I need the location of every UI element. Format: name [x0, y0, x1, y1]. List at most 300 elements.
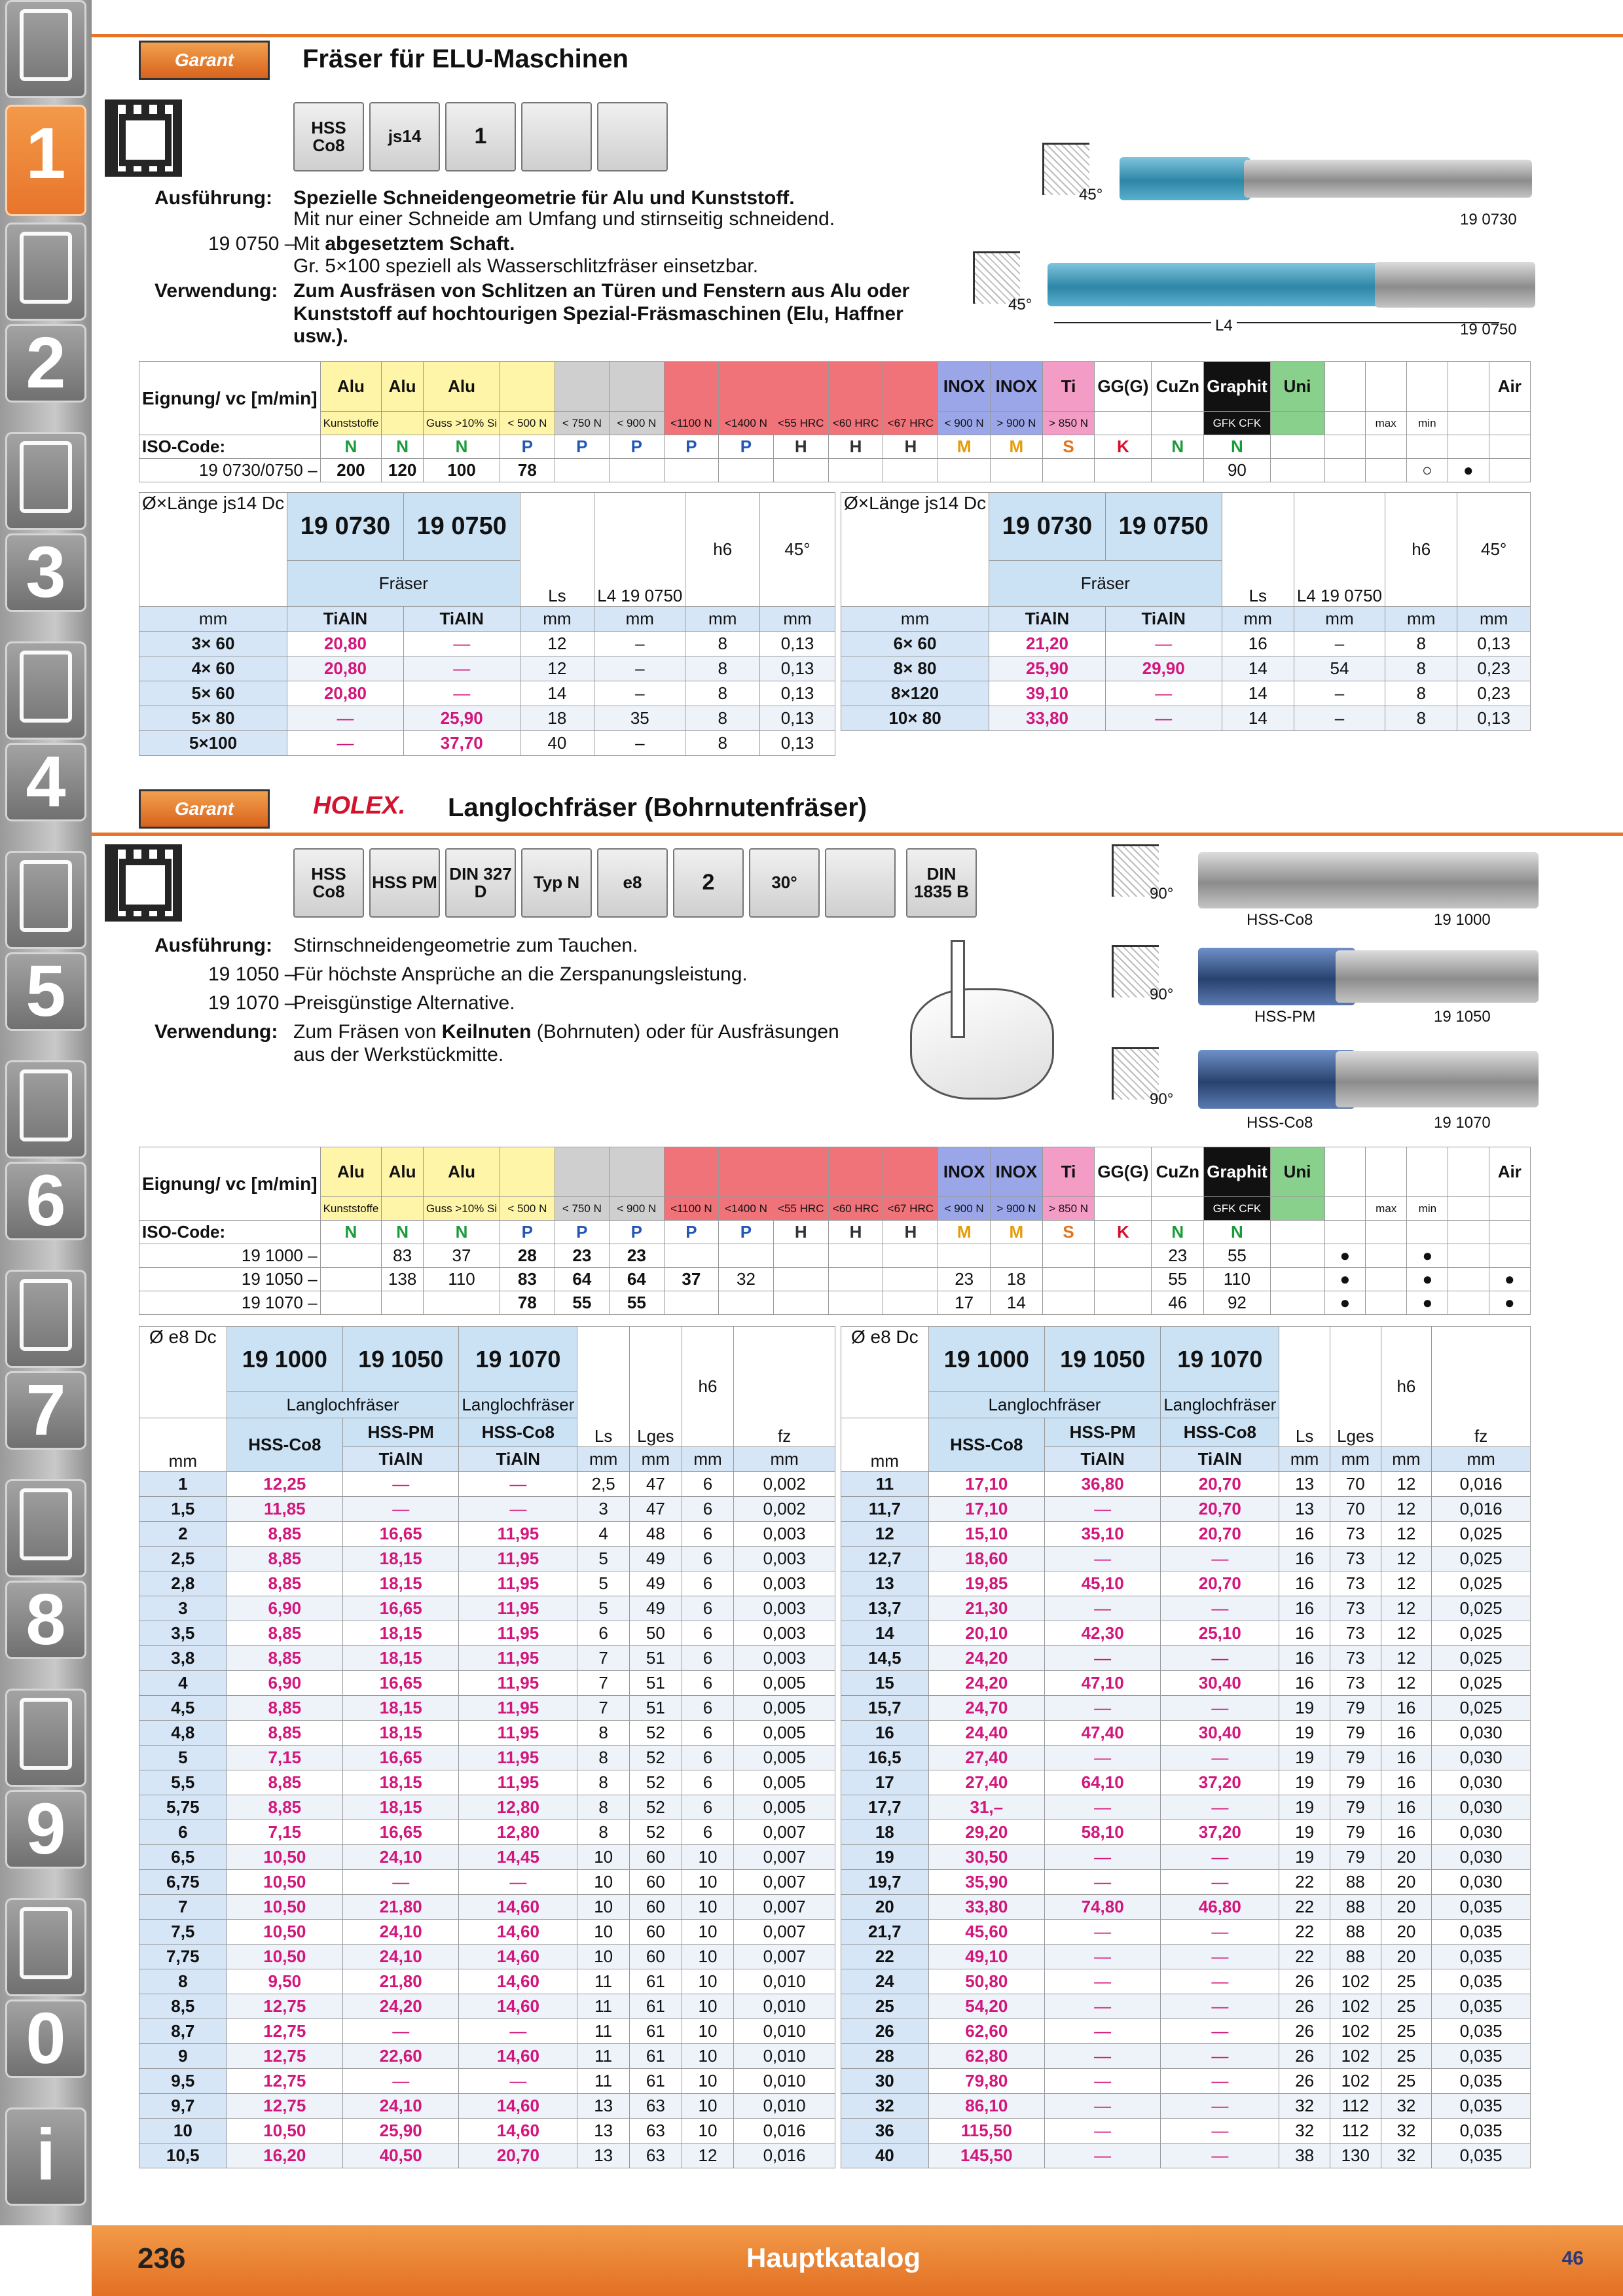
dim-cell: 8 [1385, 632, 1457, 656]
dim-cell: 10 [682, 2094, 734, 2119]
dim-cell: 60 [629, 1845, 682, 1870]
coolant-none-icon [1448, 362, 1489, 412]
t22 [1448, 1197, 1489, 1221]
dim-cell: 12 [682, 2144, 734, 2168]
h2-inox-2: INOX [991, 1147, 1043, 1197]
dim-cell: 16 [1381, 1820, 1432, 1845]
price-cell: 11,95 [459, 1671, 577, 1696]
coolant-mark: ● [1407, 1291, 1448, 1315]
table-row [841, 1671, 1531, 1696]
price-cell: 54,20 [928, 1994, 1044, 2019]
chapter-tab-4[interactable]: 4 [5, 743, 86, 821]
diameter-cell: 7 [139, 1895, 227, 1920]
price-cell: 11,95 [459, 1770, 577, 1795]
dim-cell: 47 [629, 1497, 682, 1522]
table-row [841, 2144, 1531, 2168]
table-row [139, 1571, 835, 1596]
table-row [841, 1497, 1531, 1522]
price-cell: 19,85 [928, 1571, 1044, 1596]
dim-cell: 60 [629, 1945, 682, 1969]
chapter-tab-9[interactable]: 9 [5, 1790, 86, 1869]
dim-cell: 61 [629, 2069, 682, 2094]
dim-cell: 8 [1385, 656, 1457, 681]
diameter-cell: 19,7 [841, 1870, 929, 1895]
eignung-table-2 [139, 1147, 1531, 1315]
price-cell: — [403, 656, 520, 681]
h2-alu: Alu [382, 1147, 424, 1197]
dim-cell: 79 [1330, 1820, 1381, 1845]
diameter-cell: 6× 60 [841, 632, 989, 656]
dim-cell: 0,025 [1432, 1671, 1531, 1696]
price-cell: 16,65 [343, 1522, 459, 1547]
chapter-tab-3[interactable]: 3 [5, 533, 86, 612]
chapter-tab-7[interactable]: 7 [5, 1371, 86, 1450]
verw-text: Zum Ausfräsen von Schlitzen an Türen und Fenstern aus Alu oder Kunststoff auf hochtourigen Spezial-Fräsmaschinen (Elu, Haffner usw.). [293, 280, 910, 347]
price-cell: — [1161, 2144, 1279, 2168]
price-cell: 20,70 [1161, 1571, 1279, 1596]
vc-value [773, 459, 828, 482]
iso-code: N [1204, 1221, 1270, 1244]
table-row [139, 1920, 835, 1945]
price-cell: 14,60 [459, 1969, 577, 1994]
dim-cell: 12 [1381, 1522, 1432, 1547]
price-cell: 18,15 [343, 1621, 459, 1646]
dim-cell: 6 [682, 1795, 734, 1820]
h-inox-2: INOX [991, 362, 1043, 412]
col-190750: 19 0750 [403, 493, 520, 561]
coolant-mark [1366, 1244, 1407, 1268]
dim-cell: 26 [1279, 1994, 1330, 2019]
u2: mm [594, 607, 685, 632]
diameter-cell: 15 [841, 1671, 929, 1696]
diameter-cell: 15,7 [841, 1696, 929, 1721]
price-cell: 37,20 [1161, 1770, 1279, 1795]
dim-cell: 12 [1381, 1547, 1432, 1571]
angle-label: 45° [1079, 186, 1103, 204]
price-cell: 27,40 [928, 1770, 1044, 1795]
vc-value [555, 459, 609, 482]
vc-value [1095, 1268, 1152, 1291]
u3: mm [685, 607, 760, 632]
price-cell: — [1044, 1795, 1160, 1820]
chapter-tab-6[interactable]: 6 [5, 1162, 86, 1240]
diameter-cell: 12,7 [841, 1547, 929, 1571]
table-row [841, 1820, 1531, 1845]
table-row [841, 2019, 1531, 2044]
chapter-tab-5[interactable]: 5 [5, 952, 86, 1031]
dim-cell: 12 [520, 632, 594, 656]
price-cell: 33,80 [989, 706, 1106, 731]
table-row [841, 1547, 1531, 1571]
price-cell: 16,20 [227, 2144, 342, 2168]
vc-empty [1270, 1291, 1324, 1315]
iso-code: K [1095, 435, 1152, 459]
price-cell: 6,90 [227, 1596, 342, 1621]
material-badge: HSS Co8 [293, 102, 364, 171]
iso-code: N [423, 435, 500, 459]
price-cell: — [403, 681, 520, 706]
chapter-tab-insert[interactable] [5, 223, 86, 321]
price-cell: — [1044, 1994, 1160, 2019]
dim-cell: 19 [1279, 1721, 1330, 1746]
col2-h6: h6 [682, 1327, 734, 1447]
diameter-cell: 16 [841, 1721, 929, 1746]
tolerance-badge: js14 [369, 102, 440, 171]
price-cell: 115,50 [928, 2119, 1044, 2144]
price-cell: 14,60 [459, 1895, 577, 1920]
price-cell: — [1161, 1696, 1279, 1721]
price-cell: 24,10 [343, 1845, 459, 1870]
keyway-illustration [910, 988, 1054, 1100]
price-cell: 14,60 [459, 1945, 577, 1969]
price-cell: 64,10 [1044, 1770, 1160, 1795]
col-h6: h6 [685, 493, 760, 607]
dim-cell: 88 [1330, 1945, 1381, 1969]
chapter-tab-8[interactable]: 8 [5, 1581, 86, 1659]
table-row [139, 2019, 835, 2044]
diameter-cell: 7,75 [139, 1945, 227, 1969]
vc-value [991, 1244, 1043, 1268]
price-cell: 8,85 [227, 1571, 342, 1596]
verw-text-2: Zum Fräsen von Keilnuten (Bohrnuten) oder für Ausfräsungen aus der Werkstückmitte. [293, 1021, 839, 1066]
dim-cell: 32 [1279, 2119, 1330, 2144]
dim-cell: 10 [682, 2044, 734, 2069]
price-cell: — [343, 1472, 459, 1497]
dim-cell: 0,035 [1432, 2144, 1531, 2168]
coolant-min-icon-2 [1407, 1147, 1448, 1197]
dim-cell: 16 [1279, 1571, 1330, 1596]
u3r: mm [1385, 607, 1457, 632]
dim-cell: 0,030 [1432, 1845, 1531, 1870]
price-cell: 11,95 [459, 1621, 577, 1646]
h-hrc-60 [828, 362, 883, 412]
dim-cell: 0,025 [1432, 1522, 1531, 1547]
keyway-tool-illustration [951, 940, 965, 1038]
diameter-cell: 17,7 [841, 1795, 929, 1820]
iso-code: P [500, 435, 555, 459]
vc-value [1042, 1291, 1095, 1315]
dim-cell: 0,007 [734, 1920, 835, 1945]
s19 [1324, 412, 1365, 435]
mat-3: HSS-Co8 [459, 1418, 577, 1447]
price-cell: — [1044, 2069, 1160, 2094]
diameter-cell: 8,7 [139, 2019, 227, 2044]
diameter-cell: 32 [841, 2094, 929, 2119]
chapter-tab-2[interactable]: 2 [5, 324, 86, 403]
price-cell: — [343, 2069, 459, 2094]
iso-code: N [1152, 1221, 1204, 1244]
dim-cell: – [1294, 632, 1385, 656]
price-cell: — [459, 2069, 577, 2094]
chapter-tab-info[interactable]: i [5, 2108, 86, 2206]
vc-value [610, 459, 664, 482]
chapter-tab-thread[interactable] [5, 432, 86, 530]
price-cell: 30,50 [928, 1845, 1044, 1870]
diameter-cell: 13,7 [841, 1596, 929, 1621]
dim-cell: 61 [629, 1994, 682, 2019]
garant-logo-2: Garant [139, 789, 270, 829]
dim-cell: 61 [629, 1969, 682, 1994]
diameter-cell: 14,5 [841, 1646, 929, 1671]
coolant-mark: ● [1489, 1291, 1531, 1315]
price-cell: 12,75 [227, 2094, 342, 2119]
iso-code: P [719, 435, 774, 459]
h-steel-1400 [719, 362, 774, 412]
coolant-none-icon-2 [1448, 1147, 1489, 1197]
section-title: Fräser für ELU-Maschinen [302, 45, 629, 73]
chapter-tab-wrench[interactable] [5, 1060, 86, 1158]
price-cell: — [343, 1870, 459, 1895]
iso-row [139, 435, 1531, 459]
dim-cell: 2,5 [577, 1472, 630, 1497]
price-cell: 7,15 [227, 1746, 342, 1770]
price-cell: 24,10 [343, 1920, 459, 1945]
vc-value: 32 [719, 1268, 774, 1291]
price-cell: 79,80 [928, 2069, 1044, 2094]
t17: GFK CFK [1204, 1197, 1270, 1221]
s22 [1448, 412, 1489, 435]
diameter-cell: 8× 80 [841, 656, 989, 681]
dim-cell: 0,003 [734, 1621, 835, 1646]
price-cell: 11,85 [227, 1497, 342, 1522]
vc-value [773, 1268, 828, 1291]
tool-191050-shank [1336, 950, 1539, 1003]
table-row [841, 656, 1531, 681]
table-row [139, 1770, 835, 1795]
dim-cell: 7 [577, 1646, 630, 1671]
vc-value: 110 [1204, 1268, 1270, 1291]
dim-cell: 102 [1330, 2044, 1381, 2069]
shank-icon [597, 102, 668, 171]
dim-cell: 10 [682, 2069, 734, 2094]
iso-empty [1448, 1221, 1489, 1244]
dim-cell: 49 [629, 1596, 682, 1621]
chapter-tab-drill[interactable] [5, 0, 86, 98]
dimension-table-2-left [139, 1326, 835, 2168]
section-title-2: Langlochfräser (Bohrnutenfräser) [448, 793, 867, 822]
l4-dimension-line [1054, 322, 1499, 323]
dim-cell: 10 [682, 1994, 734, 2019]
iso-empty [1366, 1221, 1407, 1244]
chapter-tab-safety[interactable] [5, 1898, 86, 1996]
diameter-cell: 3,8 [139, 1646, 227, 1671]
vc-value [382, 1291, 424, 1315]
table-row [841, 1746, 1531, 1770]
chapter-tab-clamp[interactable] [5, 641, 86, 740]
dim-cell: 112 [1330, 2094, 1381, 2119]
dim-cell: 0,016 [1432, 1497, 1531, 1522]
price-cell: 8,85 [227, 1646, 342, 1671]
table-row [841, 1472, 1531, 1497]
col-diameter: Ø×Länge js14 Dc [139, 493, 287, 607]
t11: <67 HRC [883, 1197, 938, 1221]
h2-steel-500 [500, 1147, 555, 1197]
dim-cell: 6 [682, 1820, 734, 1845]
price-cell: — [1044, 2119, 1160, 2144]
h2-cuzn: CuZn [1152, 1147, 1204, 1197]
holex-logo: HOLEX. [313, 792, 406, 819]
vc-value [1152, 459, 1204, 482]
price-cell: — [459, 2019, 577, 2044]
vc-empty [1324, 459, 1365, 482]
footer-number: 46 [1561, 2248, 1584, 2269]
dim-cell: 0,010 [734, 2044, 835, 2069]
diameter-cell: 2,8 [139, 1571, 227, 1596]
table-row [139, 1596, 835, 1621]
vc-value: 64 [610, 1268, 664, 1291]
tool-191070-head [1198, 1050, 1355, 1109]
angle-label-2: 45° [1008, 296, 1032, 314]
u4: mm [760, 607, 835, 632]
dim-cell: 0,010 [734, 1969, 835, 1994]
vc-value [664, 1244, 719, 1268]
price-cell: 18,15 [343, 1770, 459, 1795]
dim-cell: 79 [1330, 1770, 1381, 1795]
price-cell: — [1105, 706, 1222, 731]
price-cell: 14,60 [459, 1920, 577, 1945]
mat-1r: HSS-Co8 [928, 1418, 1044, 1472]
dim-cell: 79 [1330, 1721, 1381, 1746]
col2-diameter: Ø e8 Dc [139, 1327, 227, 1418]
t3: Guss >10% Si [423, 1197, 500, 1221]
dim-cell: 14 [1222, 706, 1294, 731]
dim-cell: 40 [520, 731, 594, 756]
dim-cell: 73 [1330, 1522, 1381, 1547]
saw-icon [20, 860, 72, 932]
mat-2: HSS-PM [343, 1418, 459, 1447]
dim-cell: 26 [1279, 1969, 1330, 1994]
dim-cell: 19 [1279, 1746, 1330, 1770]
price-cell: 8,85 [227, 1721, 342, 1746]
elig-row [139, 1291, 1531, 1315]
chapter-tab-0[interactable]: 0 [5, 2000, 86, 2078]
dim-cell: 14 [1222, 656, 1294, 681]
dim-cell: 0,13 [1457, 632, 1531, 656]
vc-value: 100 [423, 459, 500, 482]
dim-cell: 12 [1381, 1472, 1432, 1497]
price-cell: — [1044, 1497, 1160, 1522]
dim-cell: 70 [1330, 1497, 1381, 1522]
price-cell: 40,50 [343, 2144, 459, 2168]
dim-cell: 60 [629, 1895, 682, 1920]
ausf-label-2: Ausführung: [155, 935, 272, 956]
dim-cell: 12 [520, 656, 594, 681]
dim-cell: 12 [1381, 1497, 1432, 1522]
dim-cell: 0,035 [1432, 1945, 1531, 1969]
h-inox-1: INOX [938, 362, 991, 412]
chapter-tab-1[interactable]: 1 [5, 105, 86, 216]
w2: mm [1330, 1447, 1381, 1472]
price-cell: 27,40 [928, 1746, 1044, 1770]
h2-steel-750 [555, 1147, 609, 1197]
price-cell: 86,10 [928, 2094, 1044, 2119]
s21: min [1406, 412, 1448, 435]
iso-empty [1489, 435, 1531, 459]
vc-value: 14 [991, 1291, 1043, 1315]
t7: <1100 N [664, 1197, 719, 1221]
price-cell: 39,10 [989, 681, 1106, 706]
dim-cell: 16 [1279, 1621, 1330, 1646]
h2-hrc-55 [773, 1147, 828, 1197]
col-190730: 19 0730 [287, 493, 404, 561]
price-cell: 37,70 [403, 731, 520, 756]
diameter-cell: 16,5 [841, 1746, 929, 1770]
vc-value [883, 459, 938, 482]
dim-cell: 0,010 [734, 2094, 835, 2119]
v1: mm [577, 1447, 630, 1472]
dim-cell: 0,003 [734, 1547, 835, 1571]
dim-cell: 10 [682, 1895, 734, 1920]
dim-cell: 0,002 [734, 1497, 835, 1522]
dim-cell: 0,003 [734, 1522, 835, 1547]
vc-value [1095, 459, 1152, 482]
vc-value [991, 459, 1043, 482]
coolant-mark: ● [1407, 1244, 1448, 1268]
flute-count-icon: 1 [445, 102, 516, 171]
s8: <1400 N [719, 412, 774, 435]
angle-90-label-3: 90° [1150, 1090, 1174, 1108]
dim-cell: 8 [577, 1721, 630, 1746]
diameter-cell: 5,75 [139, 1795, 227, 1820]
diameter-cell: 17 [841, 1770, 929, 1795]
chapter-tab-cabinet[interactable] [5, 1689, 86, 1787]
cutting-direction-icon-2 [825, 848, 896, 918]
dim-cell: 16 [1381, 1746, 1432, 1770]
dim-cell: 8 [577, 1770, 630, 1795]
chapter-tab-saw[interactable] [5, 851, 86, 949]
v2: mm [629, 1447, 682, 1472]
h-graphit: Graphit [1204, 362, 1270, 412]
text-191070: Preisgünstige Alternative. [293, 992, 515, 1014]
price-cell: 24,40 [928, 1721, 1044, 1746]
diameter-cell: 24 [841, 1969, 929, 1994]
chapter-tab-toolcase[interactable] [5, 1479, 86, 1577]
wrench-icon [20, 1069, 72, 1141]
dim-cell: 102 [1330, 2019, 1381, 2044]
h-alu: Alu [382, 362, 424, 412]
tool-190730-shank [1244, 160, 1532, 198]
qr-code-2[interactable] [105, 844, 182, 922]
table-row [139, 1994, 835, 2019]
vc-value [719, 1244, 774, 1268]
vc-value [320, 1291, 382, 1315]
dim-cell: 14 [1222, 681, 1294, 706]
dim-cell: 73 [1330, 1671, 1381, 1696]
qr-code[interactable] [105, 99, 182, 177]
table-row [841, 2044, 1531, 2069]
dim-cell: 0,025 [1432, 1596, 1531, 1621]
iso-empty [1324, 435, 1365, 459]
diameter-cell: 11,7 [841, 1497, 929, 1522]
dim-cell: 0,025 [1432, 1547, 1531, 1571]
vc-value: 37 [664, 1268, 719, 1291]
iso-empty [1270, 435, 1324, 459]
dim-cell: 10 [577, 1920, 630, 1945]
iso-code: N [423, 1221, 500, 1244]
table-row [139, 1497, 835, 1522]
dim-cell: 8 [685, 681, 760, 706]
s6: < 900 N [610, 412, 664, 435]
price-cell: 25,90 [989, 656, 1106, 681]
table-row [841, 1770, 1531, 1795]
diameter-cell: 1,5 [139, 1497, 227, 1522]
dim-cell: 0,13 [760, 681, 835, 706]
tool-190750-shank [1375, 262, 1535, 308]
table-row [841, 1522, 1531, 1547]
coolant-mark: ○ [1406, 459, 1448, 482]
chapter-tab-pliers[interactable] [5, 1270, 86, 1368]
dim-cell: 73 [1330, 1596, 1381, 1621]
